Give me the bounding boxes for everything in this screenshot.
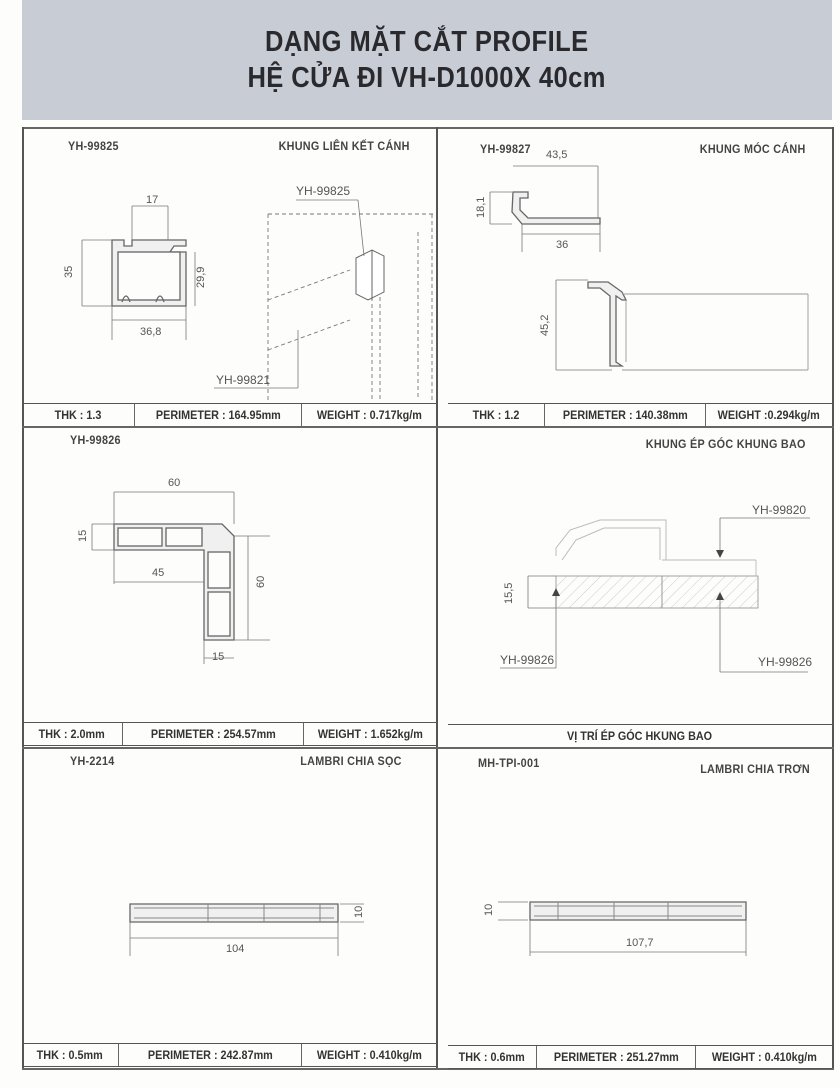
page-title-line2: HỆ CỬA ĐI VH-D1000X 40cm [247, 62, 607, 94]
row-sep-1 [22, 426, 834, 428]
cell6-thk: THK : 0.6mm [448, 1046, 537, 1068]
cell6-dim-107-7: 107,7 [626, 937, 654, 949]
cell6-weight: WEIGHT : 0.410kg/m [711, 1050, 817, 1064]
cell1-weight: WEIGHT : 0.717kg/m [316, 408, 422, 422]
cell2-dim-36: 36 [556, 239, 569, 251]
cell6-dim-10: 10 [483, 903, 495, 916]
cell5-dim-104: 104 [226, 943, 245, 955]
cell6-name: LAMBRI CHIA TRƠN [700, 762, 810, 776]
cell3-weight: WEIGHT : 1.652kg/m [317, 727, 423, 741]
cell3-dim-60-right: 60 [255, 575, 267, 588]
cell2-dim-45-2: 45,2 [539, 314, 551, 336]
cell4-caption: VỊ TRÍ ÉP GÓC HKUNG BAO [567, 729, 713, 743]
cell2-dim-43-5: 43,5 [546, 149, 568, 161]
cell6-properties [448, 1045, 832, 1069]
cell3-thk: THK : 2.0mm [22, 723, 123, 745]
cell1-callout-99825: YH-99825 [296, 184, 351, 198]
cell2-weight: WEIGHT :0.294kg/m [717, 408, 821, 422]
cell2-thk: THK : 1.2 [448, 404, 545, 426]
cell1-callout-99821: YH-99821 [216, 373, 271, 387]
cell3-dim-60-top: 60 [168, 477, 181, 489]
cell2-perimeter: PERIMETER : 140.38mm [545, 404, 706, 426]
cell5-thk: THK : 0.5mm [22, 1044, 119, 1066]
cell1-dim-36-8: 36,8 [140, 326, 162, 338]
cell1-perimeter: PERIMETER : 164.95mm [135, 404, 302, 426]
cell1-dim-17: 17 [146, 194, 159, 206]
cell4-callout-99826-right: YH-99826 [758, 655, 813, 669]
cell5-weight: WEIGHT : 0.410kg/m [316, 1048, 422, 1062]
cell3-dim-15-bottom: 15 [212, 651, 225, 663]
cell1-thk: THK : 1.3 [22, 404, 135, 426]
page-title-line1: DẠNG MẶT CẮT PROFILE [265, 26, 589, 58]
cell1-dim-35: 35 [63, 265, 75, 278]
cell5-dim-10: 10 [353, 905, 365, 918]
cell4-callout-99820: YH-99820 [752, 503, 807, 517]
cell3-dim-15-left: 15 [77, 529, 89, 542]
cell3-code: YH-99826 [70, 433, 121, 447]
cell3-perimeter: PERIMETER : 254.57mm [123, 723, 304, 745]
cell6-perimeter: PERIMETER : 251.27mm [537, 1046, 696, 1068]
cell1-dim-29-9: 29,9 [195, 266, 207, 288]
cell2-code: YH-99827 [480, 142, 531, 156]
row-sep-2 [22, 747, 834, 749]
cell3-dim-45: 45 [152, 567, 165, 579]
cell4-callout-99826-left: YH-99826 [500, 653, 555, 667]
cell2-name: KHUNG MÓC CÁNH [700, 142, 806, 156]
cell6-code: MH-TPI-001 [478, 756, 540, 770]
cell4-dim-15-5: 15,5 [503, 582, 515, 604]
cell5-code: YH-2214 [70, 754, 115, 768]
cell4-name: KHUNG ÉP GÓC KHUNG BAO [646, 437, 806, 451]
cell2-dim-18-1: 18,1 [475, 196, 487, 218]
cell5-name: LAMBRI CHIA SỌC [300, 754, 402, 768]
cell1-code: YH-99825 [68, 139, 119, 153]
cell1-name: KHUNG LIÊN KẾT CÁNH [278, 139, 410, 153]
cell5-perimeter: PERIMETER : 242.87mm [119, 1044, 302, 1066]
